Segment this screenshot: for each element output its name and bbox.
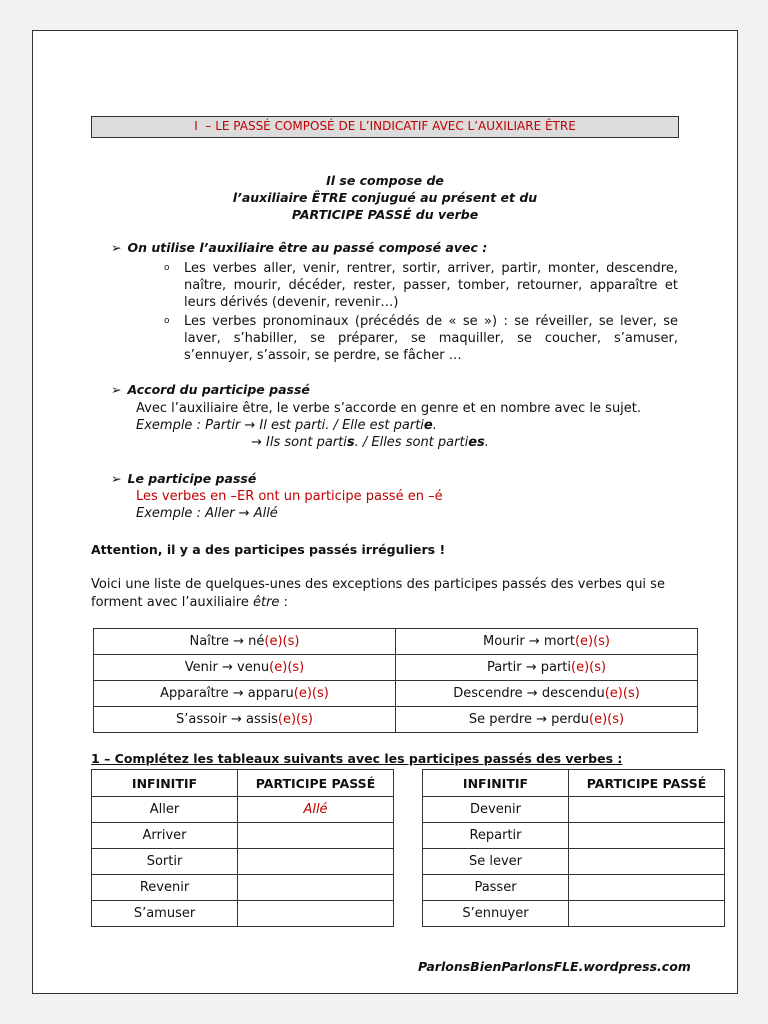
section-roman-numeral: I [194,119,198,133]
arrow-bullet-icon: ➢ [111,240,122,255]
intro-block [33,172,737,223]
table-cell: S’assoir → assis(e)(s) [94,707,396,733]
participle-rule: Les verbes en –ER ont un participe passé en –é [136,489,443,504]
infinitive-cell: Repartir [423,823,569,849]
participle-answer-cell[interactable] [569,823,725,849]
table-header-row [92,770,394,797]
intro-line-3: PARTICIPE PASSÉ du verbe [291,207,479,222]
table-cell: Apparaître → apparu(e)(s) [94,681,396,707]
irregular-participles-table [93,628,698,733]
usage-heading: ➢ On utilise l’auxiliaire être au passé composé avec : [111,240,488,255]
participle-answer-cell[interactable] [569,901,725,927]
table-row [94,629,698,655]
infinitive-cell: Aller [92,797,238,823]
agreement-text: Avec l’auxiliaire être, le verbe s’accorde en genre et en nombre avec le sujet. [136,401,642,416]
exercise-title: 1 – Complétez les tableaux suivants avec les participes passés des verbes : [91,751,623,766]
table-row [92,849,394,875]
circle-bullet-icon: o [164,263,170,273]
table-cell: Partir → parti(e)(s) [396,655,698,681]
column-header-participle: PARTICIPE PASSÉ [569,770,725,797]
arrow-bullet-icon: ➢ [111,382,122,397]
intro-line-2: l’auxiliaire ÊTRE conjugué au présent et du [232,190,538,205]
table-row [423,797,725,823]
participle-answer-cell[interactable] [569,875,725,901]
table-row [94,681,698,707]
infinitive-cell: Arriver [92,823,238,849]
section-title-banner [91,116,679,138]
infinitive-cell: Se lever [423,849,569,875]
exercise-table-right [422,769,725,927]
participle-answer-cell[interactable] [238,901,394,927]
participle-answer-cell[interactable] [238,823,394,849]
table-cell: Mourir → mort(e)(s) [396,629,698,655]
table-row [92,875,394,901]
participle-answer-cell[interactable]: Allé [238,797,394,823]
table-row [423,823,725,849]
table-row [92,797,394,823]
infinitive-cell: Devenir [423,797,569,823]
infinitive-cell: Revenir [92,875,238,901]
exercise-number: 1 [91,751,100,766]
table-cell: Venir → venu(e)(s) [94,655,396,681]
infinitive-cell: S’ennuyer [423,901,569,927]
column-header-participle: PARTICIPE PASSÉ [238,770,394,797]
participle-answer-cell[interactable] [569,797,725,823]
exceptions-intro: Voici une liste de quelques-unes des exceptions des participes passés des verbes qui se forment avec l’auxiliaire être : [91,577,665,610]
table-row [423,849,725,875]
table-row [94,655,698,681]
worksheet-page [32,30,738,994]
table-row [423,901,725,927]
arrow-bullet-icon: ➢ [111,471,122,486]
infinitive-cell: Passer [423,875,569,901]
section-title: – LE PASSÉ COMPOSÉ DE L’INDICATIF AVEC L’AUXILIARE ÊTRE [205,119,576,133]
table-cell: Se perdre → perdu(e)(s) [396,707,698,733]
footer-website: ParlonsBienParlonsFLE.wordpress.com [418,959,691,974]
agreement-heading: ➢ Accord du participe passé [111,382,310,397]
agreement-example-2: → Ils sont partis. / Elles sont parties. [251,435,489,450]
table-row [423,875,725,901]
table-cell: Descendre → descendu(e)(s) [396,681,698,707]
usage-item-1: o Les verbes aller, venir, rentrer, sortir, arriver, partir, monter, descendre, naître, mourir, décéder, rester, passer, tomber, retourner, apparaître et leurs dérivés (devenir, revenir…) [164,261,678,310]
table-row [94,707,698,733]
infinitive-cell: Sortir [92,849,238,875]
table-header-row [423,770,725,797]
usage-item-2: o Les verbes pronominaux (précédés de « se ») : se réveiller, se lever, se laver, s’habiller, se préparer, se maquiller, se coucher, s’amuser, s’ennuyer, s’assoir, se perdre, se fâcher … [164,314,678,363]
agreement-example-1: Exemple : Partir → Il est parti. / Elle est partie. [136,418,437,433]
circle-bullet-icon: o [164,316,170,326]
attention-note: Attention, il y a des participes passés irréguliers ! [91,542,446,557]
exercise-table-left [91,769,394,927]
table-cell: Naître → né(e)(s) [94,629,396,655]
participle-example: Exemple : Aller → Allé [136,506,278,521]
column-header-infinitive: INFINITIF [423,770,569,797]
participle-answer-cell[interactable] [238,875,394,901]
participle-answer-cell[interactable] [238,849,394,875]
table-row [92,901,394,927]
participle-answer-cell[interactable] [569,849,725,875]
table-row [92,823,394,849]
infinitive-cell: S’amuser [92,901,238,927]
participle-heading: ➢ Le participe passé [111,471,257,486]
intro-line-1: Il se compose de [326,173,444,188]
column-header-infinitive: INFINITIF [92,770,238,797]
